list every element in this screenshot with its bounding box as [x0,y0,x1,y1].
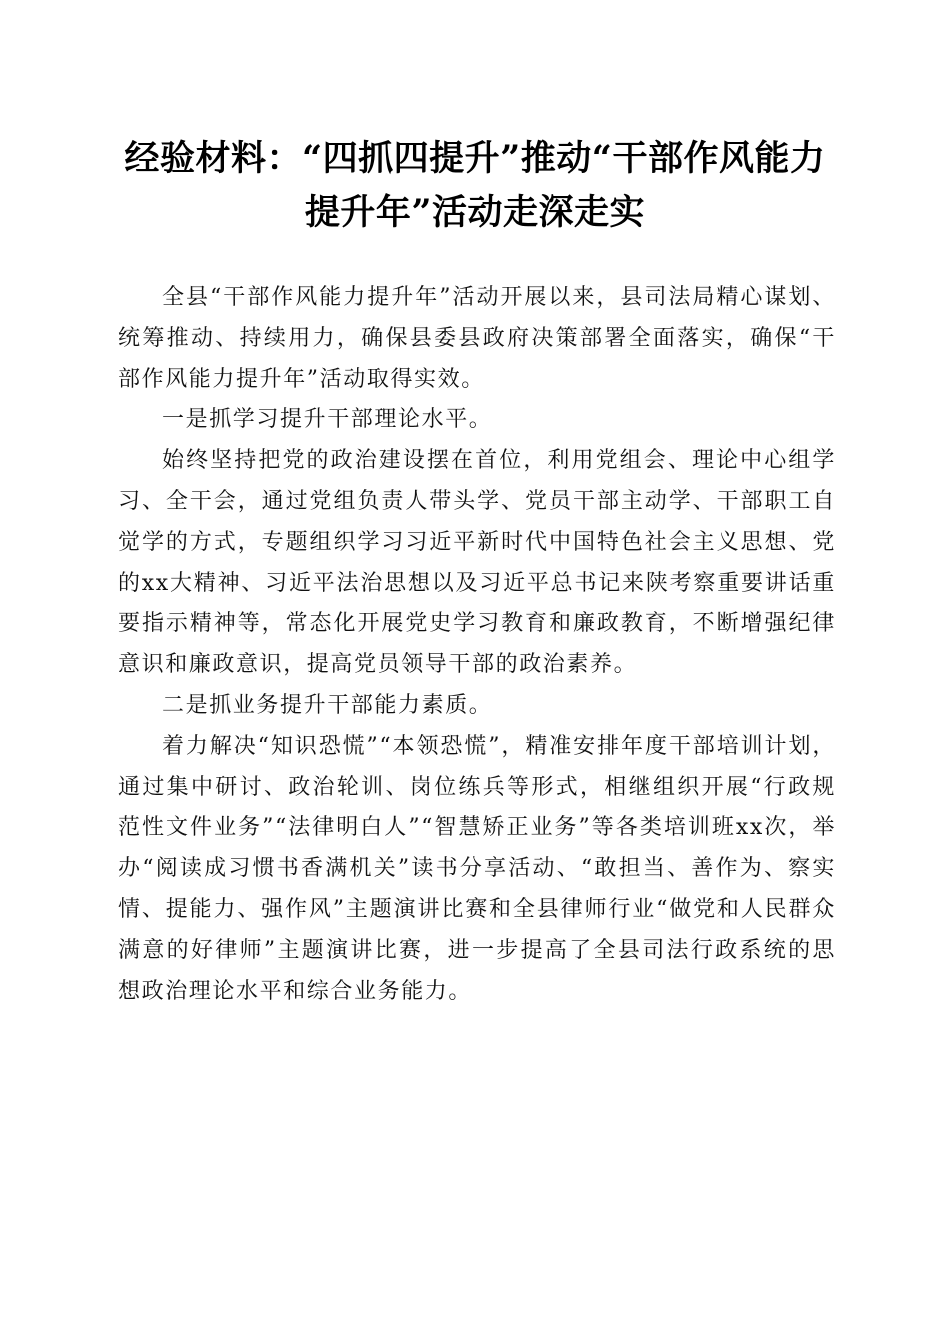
study-paragraph: 始终坚持把党的政治建设摆在首位，利用党组会、理论中心组学习、全干会，通过党组负责人带头学、党员干部主动学、干部职工自觉学的方式，专题组织学习习近平新时代中国特色社会主义思想、党的xx大精神、习近平法治思想以及习近平总书记来陕考察重要讲话重要指示精神等，常态化开展党史学习教育和廉政教育，不断增强纪律意识和廉政意识，提高党员领导干部的政治素养。 [118,448,836,678]
intro-paragraph: 全县“干部作风能力提升年”活动开展以来，县司法局精心谋划、统筹推动、持续用力，确保县委县政府决策部署全面落实，确保“干部作风能力提升年”活动取得实效。 [118,285,836,392]
document-title: 经验材料：“四抓四提升”推动“干部作风能力提升年”活动走深走实 [124,138,826,233]
document-body [118,278,836,1012]
business-paragraph: 着力解决“知识恐慌”“本领恐慌”，精准安排年度干部培训计划，通过集中研讨、政治轮训、岗位练兵等形式，相继组织开展“行政规范性文件业务”“法律明白人”“智慧矫正业务”等各类培训班xx次，举办“阅读成习惯书香满机关”读书分享活动、“敢担当、善作为、察实情、提能力、强作风”主题演讲比赛和全县律师行业“做党和人民群众满意的好律师”主题演讲比赛，进一步提高了全县司法行政系统的思想政治理论水平和综合业务能力。 [118,733,836,1004]
section-heading-business: 二是抓业务提升干部能力素质。 [162,692,493,718]
section-heading-study: 一是抓学习提升干部理论水平。 [162,407,493,433]
